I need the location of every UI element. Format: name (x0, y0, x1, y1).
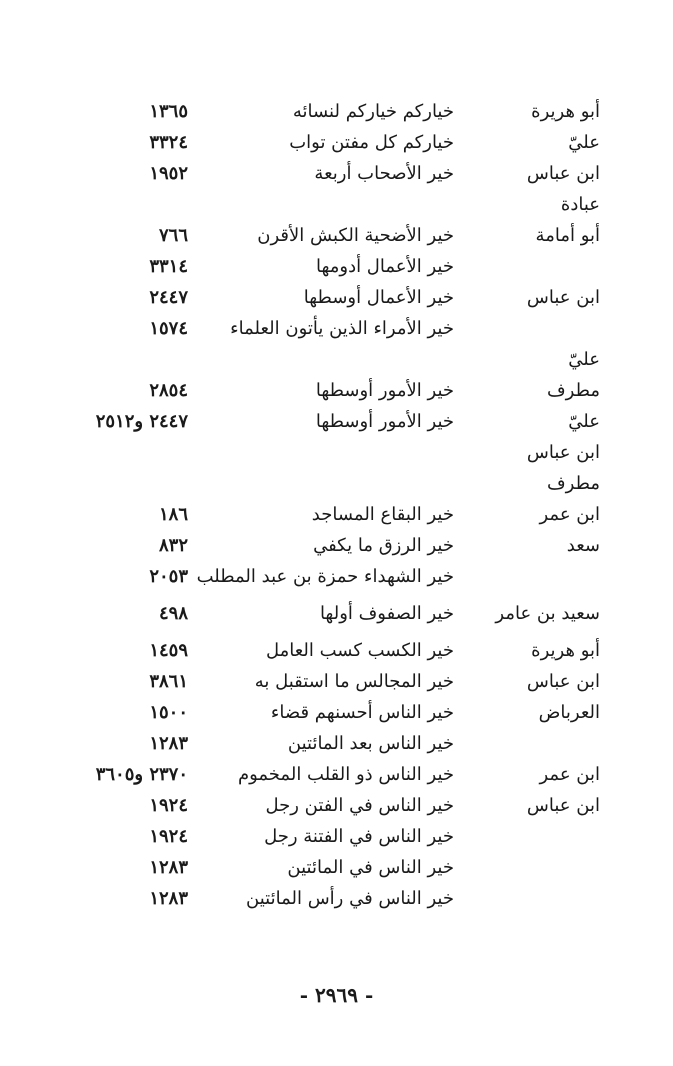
hadith-text: خير الأضحية الكبش الأقرن (257, 225, 454, 246)
index-row (0, 728, 673, 759)
hadith-text: خير الناس في الفتنة رجل (264, 826, 454, 847)
index-row (0, 375, 673, 406)
hadith-text: خير الناس في الفتن رجل (265, 795, 454, 816)
hadith-text: خير الأعمال أوسطها (303, 287, 454, 308)
index-row (0, 406, 673, 437)
narrator-name: ابن عباس (526, 442, 600, 463)
hadith-text: خير الناس أحسنهم قضاء (270, 702, 454, 723)
narrator-name: سعيد بن عامر (495, 603, 600, 624)
narrator-name: ابن عباس (526, 163, 600, 184)
hadith-text: خير الأعمال أدومها (315, 256, 454, 277)
hadith-number: ١٤٥٩ (149, 640, 188, 661)
hadith-text: خياركم كل مفتن تواب (289, 132, 454, 153)
index-row (0, 883, 673, 914)
hadith-text: خير الأمور أوسطها (315, 411, 454, 432)
narrator-name: أبو هريرة (531, 640, 600, 661)
narrator-name: عليّ (568, 349, 600, 370)
narrator-name: عليّ (568, 411, 600, 432)
hadith-number: ١٨٦ (158, 504, 188, 525)
hadith-number: ٧٦٦ (158, 225, 188, 246)
narrator-name: سعد (566, 535, 600, 556)
narrator-name: ابن عمر (539, 504, 600, 525)
index-row (0, 852, 673, 883)
narrator-name: عليّ (568, 132, 600, 153)
index-row (0, 697, 673, 728)
page-number: - ٢٩٦٩ - (299, 983, 374, 1007)
index-row (0, 666, 673, 697)
index-row (0, 790, 673, 821)
narrator-name: ابن عباس (526, 287, 600, 308)
index-row (0, 759, 673, 790)
index-row (0, 530, 673, 561)
hadith-text: خير المجالس ما استقبل به (254, 671, 454, 692)
hadith-number: ٣٨٦١ (149, 671, 188, 692)
hadith-text: خير الشهداء حمزة بن عبد المطلب (196, 566, 454, 587)
hadith-text: خير الرزق ما يكفي (313, 535, 454, 556)
narrator-name: ابن عباس (526, 795, 600, 816)
index-row (0, 220, 673, 251)
index-row (0, 96, 673, 127)
hadith-text: خير الناس بعد المائتين (287, 733, 454, 754)
index-row (0, 127, 673, 158)
index-row (0, 189, 673, 220)
hadith-number: ١٢٨٣ (149, 888, 188, 909)
narrator-name: ابن عباس (526, 671, 600, 692)
index-row (0, 251, 673, 282)
hadith-index-list (0, 96, 673, 914)
hadith-text: خير الناس في رأس المائتين (246, 888, 454, 909)
narrator-name: ابن عمر (539, 764, 600, 785)
hadith-text: خير الأمور أوسطها (315, 380, 454, 401)
hadith-number: ١٩٢٤ (149, 826, 188, 847)
hadith-number: ١٥٧٤ (149, 318, 188, 339)
index-row (0, 561, 673, 598)
narrator-name: العرباض (538, 702, 600, 723)
hadith-number: ١٩٢٤ (149, 795, 188, 816)
index-row (0, 499, 673, 530)
hadith-text: خير الكسب كسب العامل (265, 640, 454, 661)
hadith-text: خير الصفوف أولها (319, 603, 454, 624)
hadith-text: خير الناس ذو القلب المخموم (237, 764, 454, 785)
index-row (0, 437, 673, 468)
narrator-name: أبو أمامة (535, 225, 600, 246)
hadith-number: ١٣٦٥ (149, 101, 188, 122)
hadith-number: ٢٨٥٤ (149, 380, 188, 401)
hadith-text: خياركم خياركم لنسائه (292, 101, 454, 122)
hadith-number: ٤٩٨ (158, 603, 188, 624)
index-row (0, 344, 673, 375)
hadith-number: ٢٤٤٧ و٢٥١٢ (95, 411, 188, 432)
narrator-name: مطرف (547, 380, 600, 401)
hadith-number: ٣٣٢٤ (149, 132, 188, 153)
hadith-number: ١٥٠٠ (149, 702, 188, 723)
hadith-text: خير الناس في المائتين (287, 857, 454, 878)
hadith-number: ١٢٨٣ (149, 733, 188, 754)
hadith-number: ١٢٨٣ (149, 857, 188, 878)
index-row (0, 598, 673, 635)
hadith-text: خير الأصحاب أربعة (314, 163, 454, 184)
narrator-name: مطرف (547, 473, 600, 494)
index-row (0, 313, 673, 344)
hadith-number: ٣٣١٤ (149, 256, 188, 277)
index-row (0, 282, 673, 313)
hadith-number: ٢٣٧٠ و٣٦٠٥ (95, 764, 188, 785)
narrator-name: أبو هريرة (531, 101, 600, 122)
hadith-number: ١٩٥٢ (149, 163, 188, 184)
hadith-text: خير الأمراء الذين يأتون العلماء (230, 318, 454, 339)
index-row (0, 468, 673, 499)
hadith-number: ٢٠٥٣ (149, 566, 188, 587)
hadith-number: ٨٣٢ (158, 535, 188, 556)
hadith-text: خير البقاع المساجد (311, 504, 454, 525)
narrator-name: عبادة (560, 194, 600, 215)
index-row (0, 158, 673, 189)
index-row (0, 635, 673, 666)
index-row (0, 821, 673, 852)
hadith-number: ٢٤٤٧ (149, 287, 188, 308)
